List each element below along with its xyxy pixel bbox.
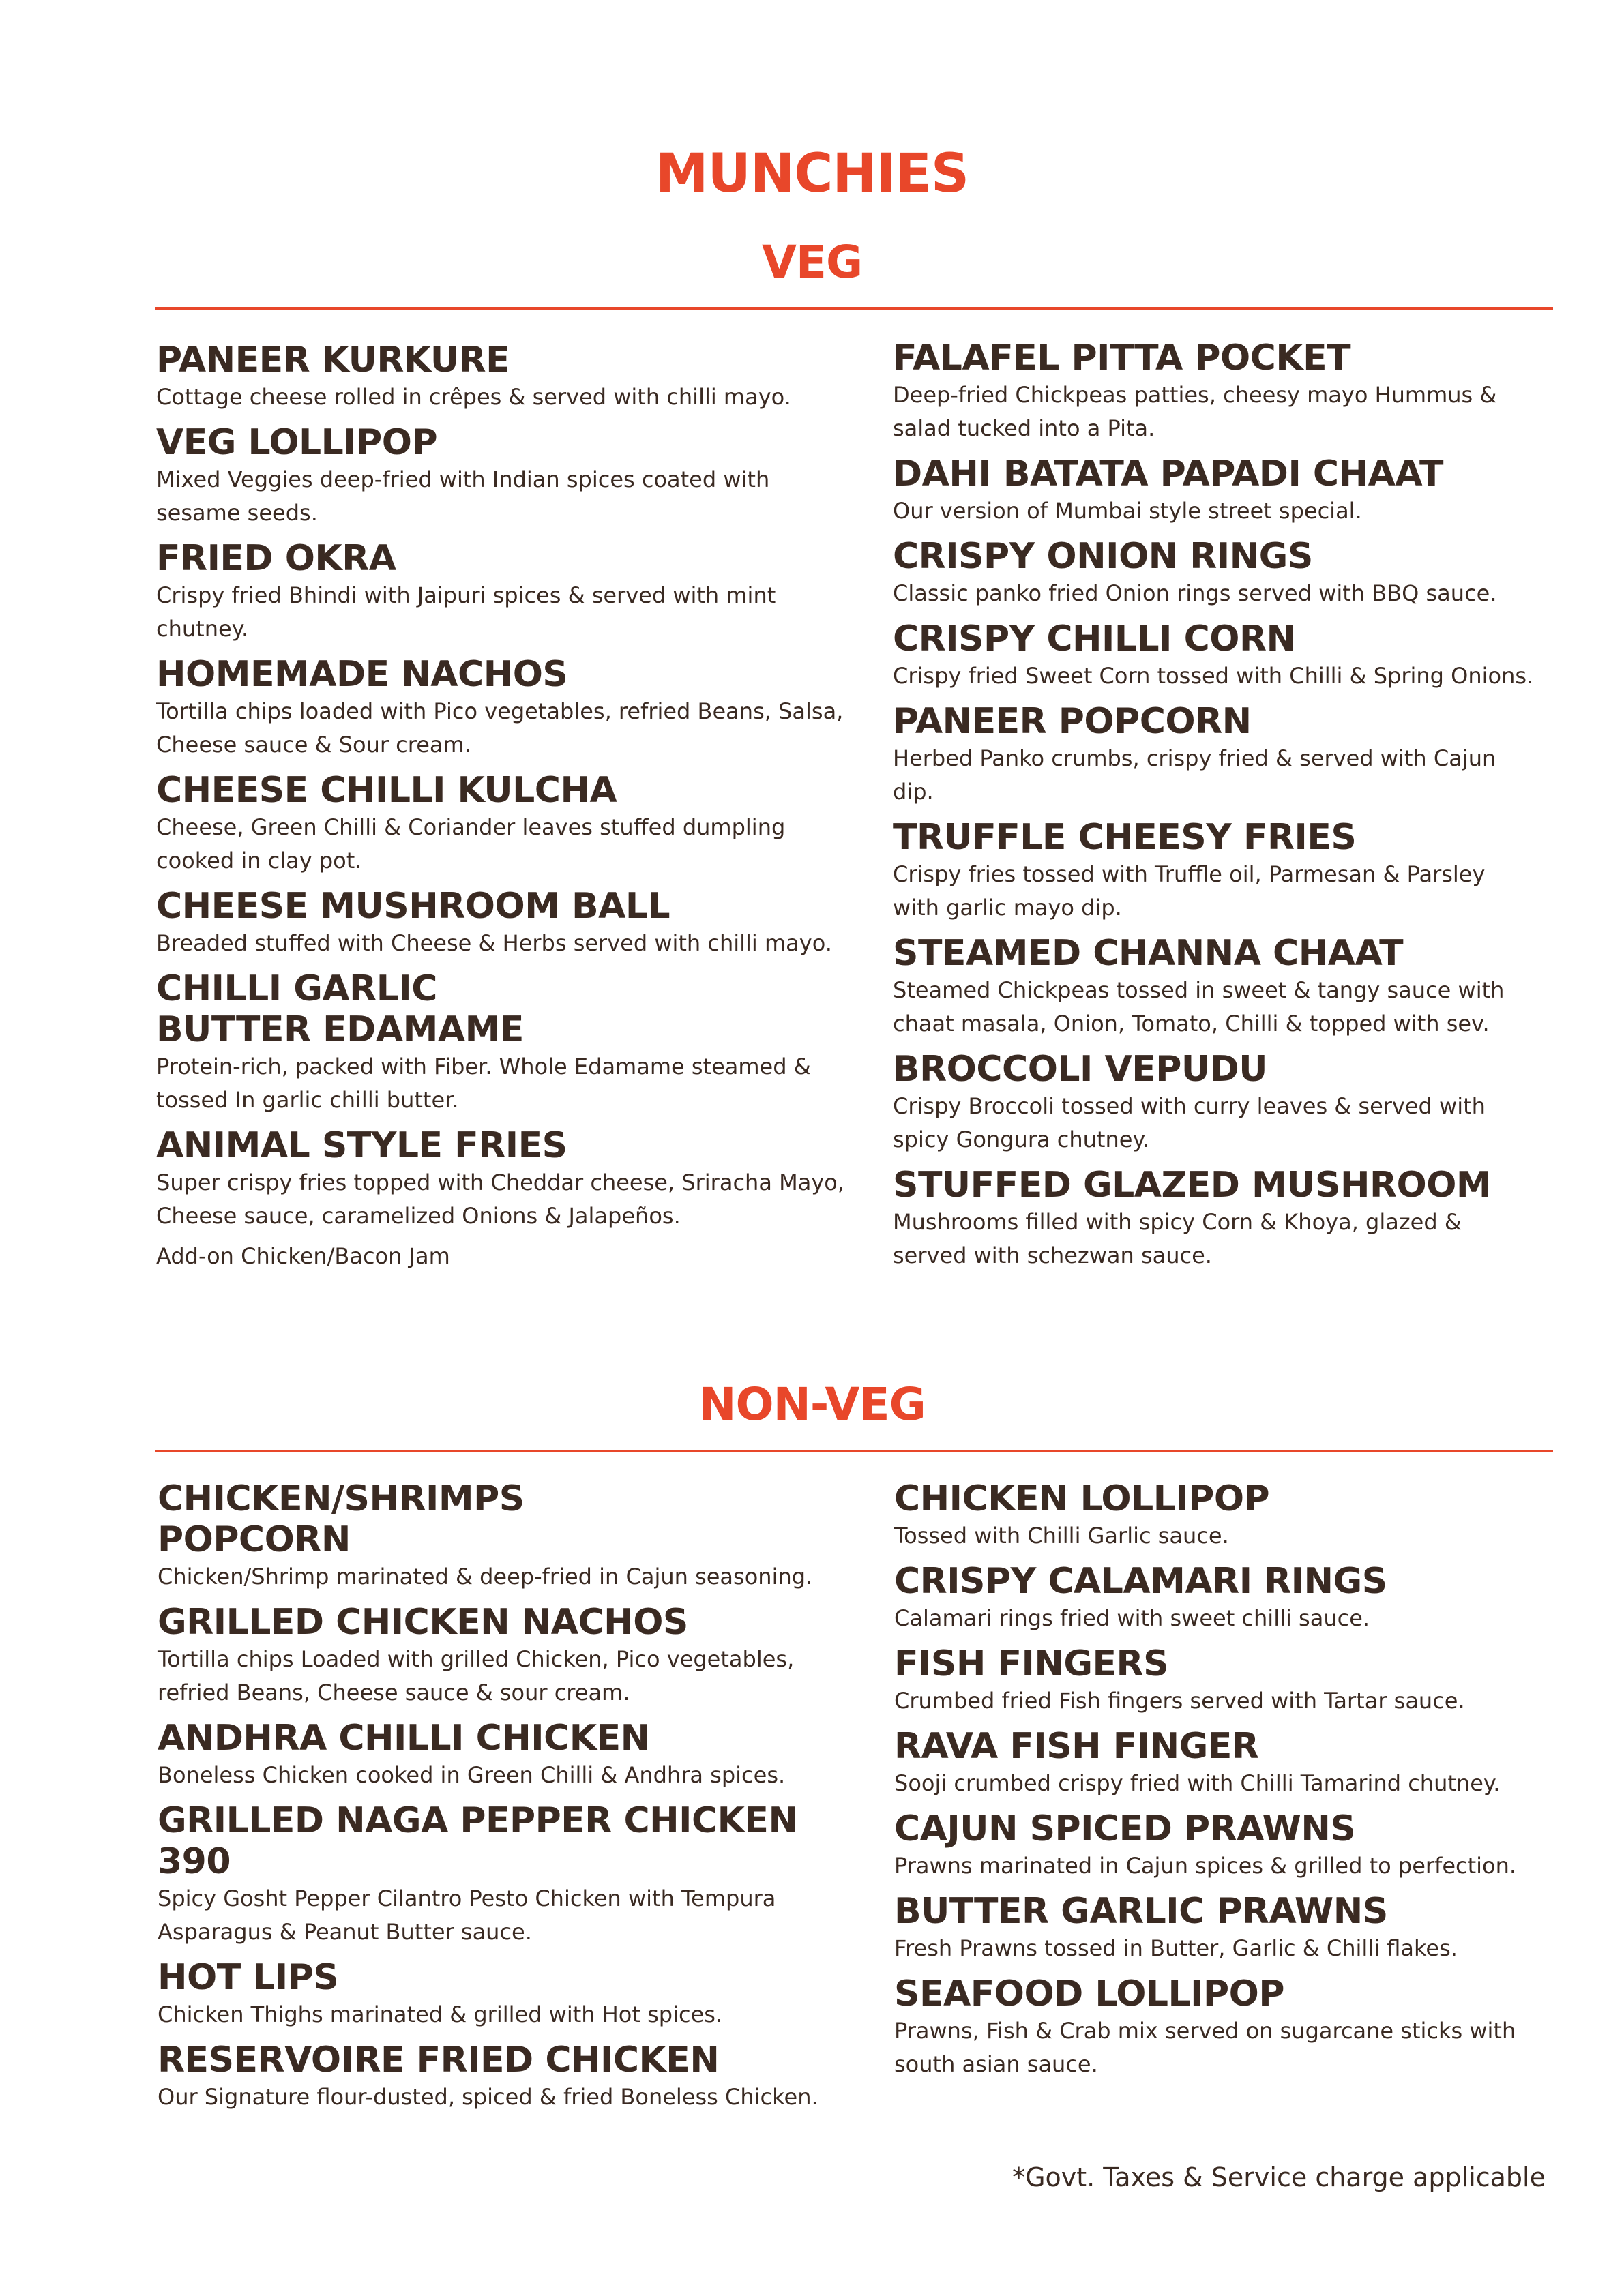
menu-item (893, 701, 1534, 809)
item-description: Classic panko fried Onion rings served with BBQ sauce. (893, 580, 1497, 606)
item-description: Crispy fried Sweet Corn tossed with Chilli & Spring Onions. (893, 663, 1534, 689)
nonveg-section-title: NON-VEG (698, 1378, 926, 1431)
item-name: RAVA FISH FINGER (894, 1726, 1259, 1767)
item-name: BROCCOLI VEPUDU (893, 1049, 1267, 1090)
item-name: CHICKEN LOLLIPOP (894, 1478, 1270, 1519)
menu-item (156, 770, 852, 878)
menu-item (156, 1125, 852, 1273)
item-name: STEAMED CHANNA CHAAT (893, 933, 1404, 974)
item-name: CRISPY CALAMARI RINGS (894, 1561, 1387, 1602)
menu-item (158, 1957, 853, 2031)
item-description: Tortilla chips Loaded with grilled Chicken, Pico vegetables, refried Beans, Cheese sauce & sour cream. (158, 1646, 795, 1705)
item-description: Herbed Panko crumbs, crispy fried & served with Cajun dip. (893, 745, 1496, 805)
menu-item (156, 968, 852, 1117)
veg-left-column (156, 340, 852, 1273)
item-description: Chicken/Shrimp marinated & deep-fried in Cajun seasoning. (158, 1564, 813, 1590)
menu-item (893, 338, 1534, 445)
item-name: FALAFEL PITTA POCKET (893, 338, 1351, 378)
item-name: HOT LIPS (158, 1957, 339, 1998)
item-name: CHILLI GARLIC BUTTER EDAMAME (156, 968, 524, 1050)
item-name: GRILLED NAGA PEPPER CHICKEN 390 (158, 1800, 798, 1882)
item-description: Cottage cheese rolled in crêpes & served with chilli mayo. (156, 384, 791, 410)
menu-item (894, 1891, 1535, 1965)
item-description: Steamed Chickpeas tossed in sweet & tangy sauce with chaat masala, Onion, Tomato, Chilli & topped with sev. (893, 977, 1505, 1037)
menu-item (156, 422, 852, 530)
item-name: BUTTER GARLIC PRAWNS (894, 1891, 1388, 1932)
item-name: ANIMAL STYLE FRIES (156, 1125, 567, 1166)
item-description: Breaded stuffed with Cheese & Herbs served with chilli mayo. (156, 930, 832, 956)
item-description: Our version of Mumbai style street special. (893, 498, 1362, 524)
item-description: Tossed with Chilli Garlic sauce. (894, 1523, 1229, 1549)
menu-item (158, 1800, 853, 1949)
item-name: PANEER KURKURE (156, 340, 510, 381)
item-description: Mushrooms filled with spicy Corn & Khoya, glazed & served with schezwan sauce. (893, 1209, 1462, 1268)
item-description: Boneless Chicken cooked in Green Chilli & Andhra spices. (158, 1762, 786, 1788)
item-name: GRILLED CHICKEN NACHOS (158, 1602, 688, 1643)
nonveg-left-column (158, 1478, 853, 2114)
menu-item (158, 1718, 853, 1792)
item-description: Deep-fried Chickpeas patties, cheesy mayo Hummus & salad tucked into a Pita. (893, 382, 1497, 441)
item-description: Sooji crumbed crispy fried with Chilli Tamarind chutney. (894, 1770, 1501, 1796)
item-name: TRUFFLE CHEESY FRIES (893, 817, 1357, 858)
menu-item (158, 1602, 853, 1710)
nonveg-divider (155, 1450, 1553, 1452)
item-description: Calamari rings fried with sweet chilli sauce. (894, 1605, 1370, 1631)
tax-footnote: *Govt. Taxes & Service charge applicable (1012, 2162, 1546, 2192)
item-description: Chicken Thighs marinated & grilled with Hot spices. (158, 2001, 723, 2027)
item-description: Fresh Prawns tossed in Butter, Garlic & Chilli flakes. (894, 1935, 1458, 1961)
item-description: Cheese, Green Chilli & Coriander leaves stuffed dumpling cooked in clay pot. (156, 814, 786, 874)
item-name: STUFFED GLAZED MUSHROOM (893, 1165, 1492, 1206)
veg-divider (155, 307, 1553, 310)
item-name: FISH FINGERS (894, 1643, 1169, 1684)
item-name: CHEESE CHILLI KULCHA (156, 770, 617, 811)
item-name: CAJUN SPICED PRAWNS (894, 1808, 1356, 1849)
menu-item (893, 618, 1534, 693)
veg-right-column (893, 338, 1534, 1272)
menu-item (158, 1478, 853, 1594)
item-name: SEAFOOD LOLLIPOP (894, 1973, 1284, 2014)
menu-item (894, 1808, 1535, 1883)
menu-item (894, 1973, 1535, 2081)
item-name: CRISPY CHILLI CORN (893, 618, 1296, 659)
item-name: CRISPY ONION RINGS (893, 536, 1313, 577)
page-title: MUNCHIES (655, 143, 969, 205)
item-name: CHICKEN/SHRIMPS POPCORN (158, 1478, 525, 1560)
item-description: Prawns marinated in Cajun spices & grilled to perfection. (894, 1853, 1517, 1879)
menu-item (156, 538, 852, 646)
menu-item (156, 340, 852, 414)
item-description: Prawns, Fish & Crab mix served on sugarcane sticks with south asian sauce. (894, 2018, 1516, 2077)
item-name: ANDHRA CHILLI CHICKEN (158, 1718, 650, 1759)
menu-item (893, 1165, 1534, 1272)
menu-item (156, 654, 852, 762)
menu-item (894, 1726, 1535, 1800)
menu-item (893, 453, 1534, 528)
item-name: DAHI BATATA PAPADI CHAAT (893, 453, 1444, 494)
item-description: Crispy fries tossed with Truffle oil, Parmesan & Parsley with garlic mayo dip. (893, 861, 1486, 921)
menu-item (894, 1561, 1535, 1635)
item-description: Our Signature flour-dusted, spiced & fried Boneless Chicken. (158, 2084, 818, 2110)
item-description: Tortilla chips loaded with Pico vegetables, refried Beans, Salsa, Cheese sauce & Sour cream. (156, 698, 844, 758)
item-name: HOMEMADE NACHOS (156, 654, 568, 695)
item-description: Super crispy fries topped with Cheddar cheese, Sriracha Mayo, Cheese sauce, caramelized Onions & Jalapeños. (156, 1169, 844, 1229)
menu-item (893, 1049, 1534, 1157)
item-description: Crispy Broccoli tossed with curry leaves & served with spicy Gongura chutney. (893, 1093, 1486, 1152)
item-addon: Add-on Chicken/Bacon Jam (156, 1243, 450, 1269)
menu-item (893, 536, 1534, 610)
item-name: RESERVOIRE FRIED CHICKEN (158, 2040, 720, 2081)
menu-item (158, 2040, 853, 2114)
menu-item (894, 1643, 1535, 1718)
item-description: Protein-rich, packed with Fiber. Whole Edamame steamed & tossed In garlic chilli butter. (156, 1054, 811, 1113)
item-description: Crumbed fried Fish fingers served with Tartar sauce. (894, 1688, 1465, 1714)
menu-item (893, 933, 1534, 1041)
menu-item (893, 817, 1534, 925)
item-name: PANEER POPCORN (893, 701, 1252, 742)
item-description: Mixed Veggies deep-fried with Indian spices coated with sesame seeds. (156, 466, 770, 526)
item-description: Spicy Gosht Pepper Cilantro Pesto Chicken with Tempura Asparagus & Peanut Butter sauce. (158, 1885, 776, 1945)
item-name: CHEESE MUSHROOM BALL (156, 886, 670, 927)
menu-item (156, 886, 852, 960)
item-name: FRIED OKRA (156, 538, 396, 579)
item-description: Crispy fried Bhindi with Jaipuri spices & served with mint chutney. (156, 582, 776, 642)
veg-section-title: VEG (761, 236, 863, 288)
nonveg-right-column (894, 1478, 1535, 2081)
menu-item (894, 1478, 1535, 1553)
item-name: VEG LOLLIPOP (156, 422, 438, 463)
